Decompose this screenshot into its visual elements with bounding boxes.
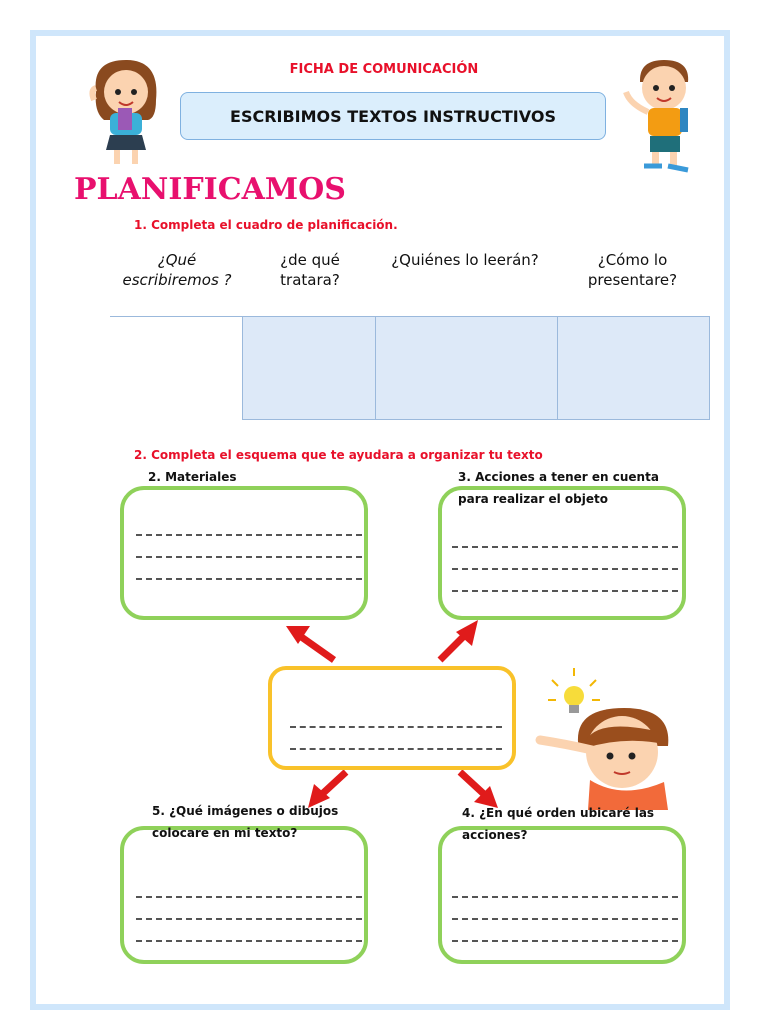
materials-label: 2. Materiales — [148, 470, 237, 484]
writing-line — [136, 578, 362, 580]
order-box[interactable] — [438, 826, 686, 964]
writing-line — [136, 896, 362, 898]
writing-line — [452, 896, 678, 898]
worksheet-title-text: ESCRIBIMOS TEXTOS INSTRUCTIVOS — [230, 106, 556, 126]
thinking-boy-illustration — [540, 668, 668, 810]
writing-line — [290, 726, 502, 728]
arrow-to-materials — [286, 626, 334, 660]
writing-line — [452, 590, 678, 592]
images-label: 5. ¿Qué imágenes o dibujos colocare en mi texto? — [152, 804, 339, 840]
column-header-topic: ¿de qué tratara? — [280, 251, 340, 289]
step1-instruction: 1. Completa el cuadro de planificación. — [134, 218, 398, 232]
table-cell-readers[interactable] — [375, 316, 558, 420]
writing-line — [136, 556, 362, 558]
section-heading: PLANIFICAMOS — [74, 172, 346, 207]
order-label: 4. ¿En qué orden ubicaré las acciones? — [462, 806, 655, 842]
writing-line — [136, 940, 362, 942]
images-box[interactable] — [120, 826, 368, 964]
actions-label: 3. Acciones a tener en cuenta para realizar el objeto — [458, 470, 659, 506]
central-topic-box[interactable] — [268, 666, 516, 770]
arrow-to-actions — [440, 620, 478, 660]
column-header-what: ¿Qué escribiremos ? — [122, 251, 232, 289]
writing-line — [452, 546, 678, 548]
writing-line — [452, 940, 678, 942]
writing-line — [136, 918, 362, 920]
writing-line — [452, 568, 678, 570]
step2-instruction: 2. Completa el esquema que te ayudara a organizar tu texto — [134, 448, 543, 462]
materials-box[interactable] — [120, 486, 368, 620]
writing-line — [452, 918, 678, 920]
column-header-presentation: ¿Cómo lo presentare? — [587, 251, 678, 289]
worksheet-title — [180, 92, 606, 140]
table-cell-what[interactable] — [110, 316, 242, 317]
writing-line — [290, 748, 502, 750]
table-cell-topic[interactable] — [242, 316, 376, 420]
writing-line — [136, 534, 362, 536]
column-header-readers: ¿Quiénes lo leerán? — [391, 251, 539, 269]
table-cell-presentation[interactable] — [557, 316, 710, 420]
worksheet-subtitle: FICHA DE COMUNICACIÓN — [289, 62, 479, 77]
